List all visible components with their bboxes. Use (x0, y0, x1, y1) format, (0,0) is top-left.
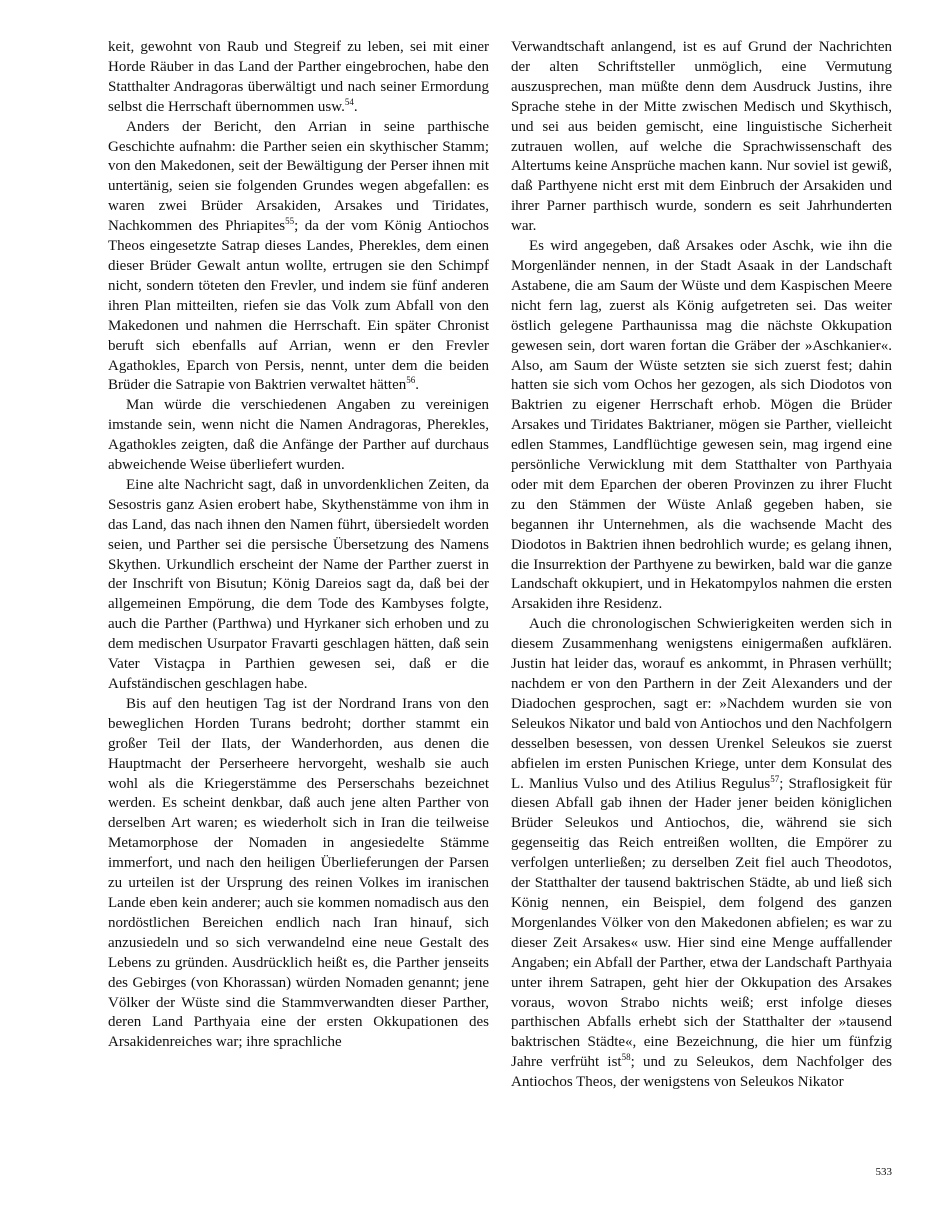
paragraph-text: Man würde die verschiedenen Angaben zu vereinigen imstande sein, wenn nicht die Namen Andragoras, Pherekles, Agathokles zeigten, daß die Anfänge der Parther auf durchaus abweichende Weise überliefert wurden. (108, 397, 489, 474)
paragraph-text: Bis auf den heutigen Tag ist der Nordrand Irans von den beweglichen Horden Turans bedroht; dorther stammt ein großer Teil der Ilats, der Wanderhorden, aus denen die Hauptmacht der Perserheere hervorgeht, weshalb sie auch wohl als die Kriegerstämme des Perserschahs bezeichnet werden. Es scheint denkbar, daß auch jene alten Parther von derselben Art waren; es wiederholt sich in Iran die teilweise Metamorphose der Nomaden in angesiedelte Stämme immerfort, und nach den heiligen Überlieferungen der Parsen zu urteilen ist der Ursprung des reinen Volkes im iranischen Lande eben kein anderer; auch sie kommen nomadisch aus den nordöstlichen Bereichen endlich nach Iran hinauf, sich anzusiedeln und so sich verwandelnd eine neue Gestalt des Lebens zu gründen. Ausdrücklich heißt es, die Parther jenseits des Gebirges (von Khorassan) würden Nomaden genannt; jene Völker der Wüste sind die Stammverwandten dieser Parther, deren Land Parthyaia eine der ersten Okkupationen des Arsakidenreiches war; ihre sprachliche (108, 695, 489, 1051)
paragraph-text: Es wird angegeben, daß Arsakes oder Aschk, wie ihn die Morgenländer nennen, in der Stadt Asaak in der Landschaft Astabene, die am Saum der Wüste und dem Kaspischen Meere nicht fern lag, zuerst als König aufgetreten sei. Das weiter östlich gelegene Parthaunissa mag die nächste Okkupation gewesen sein, dort waren fortan die Gräber der »Aschkanier«. Also, am Saum der Wüste setzten sie sich zuerst fest; dahin hatten sie sich vom Ochos her gezogen, als sich Diodotos von Baktrien zu eigener Herrschaft erhob. Mögen die Brüder Arsakes und Tiridates Baktrianer, mögen sie Parther, vielleicht edlen Stammes, Landflüchtige gewesen sein, mag irgend eine persönliche Verwicklung mit dem Statthalter von Parthyaia oder mit dem Eparchen der oberen Provinzen zu ihrer Flucht zu den Stämmen der Wüste Anlaß gegeben haben, sie begannen ihr Unternehmen, als die wachsende Macht des Diodotos in Baktrien ihnen bedrohlich wurde; es gelang ihnen, die Insurrektion der Parthyene zu bewirken, bald war die ganze Landschaft okkupiert, und in Hekatompylos nahmen die ersten Arsakiden ihre Residenz. (511, 238, 892, 613)
right-text-column (511, 38, 892, 1093)
footnote-marker[interactable]: 54 (344, 96, 354, 107)
paragraph (511, 615, 892, 1093)
paragraph-text: ; Straflosigkeit für diesen Abfall gab ihnen der Hader jener beiden königlichen Brüder Seleukos und Antiochos, die, während sie sich gegenseitig das Reich entreißen wollten, die Empörer zu verfolgen unterließen; zu derselben Zeit fiel auch Theodotos, der Statthalter der tausend baktrischen Städte, ab und ließ sich König nennen, ein Beispiel, dem folgend des ganzen Morgenlandes Völker von den Makedonen abfielen; es war zu dieser Zeit Arsakes« usw. Hier sind eine Menge auffallender Angaben; ein Abfall der Parther, etwa der Landschaft Parthyaia unter ihrem Satrapen, geht hier der Okkupation des Arsakes voraus, wovon Strabo nichts weiß; erst infolge dieses parthischen Abfalls erhebt sich der Statthalter der »tausend baktrischen Städte«, eine Bezeichnung, die hier um fünfzig Jahre verfrüht ist (511, 775, 893, 1071)
footnote-marker[interactable]: 58 (621, 1052, 631, 1063)
paragraph (511, 38, 892, 237)
paragraph-text: Eine alte Nachricht sagt, daß in unvordenklichen Zeiten, da Sesostris ganz Asien erobert habe, Skythenstämme von ihm in das Land, das nach ihnen den Namen führt, übersiedelt worden seien, und Parther sei die persische Übersetzung des Namens Skythen. Urkundlich erscheint der Name der Parther zuerst in der Inschrift von Bisutun; König Dareios sagt da, daß bei der allgemeinen Empörung, die dem Tode des Kambyses folgte, auch die Parther (Parthwa) und Hyrkaner sich erhoben und zu dem medischen Usurpator Fravarti geschlagen hätten, daß sein Vater Vistaçpa in Parthien gewesen sei, daß er die Aufständischen geschlagen habe. (108, 476, 489, 692)
footnote-marker[interactable]: 55 (285, 216, 295, 227)
paragraph (108, 476, 489, 695)
footnote-marker[interactable]: 57 (770, 773, 780, 784)
paragraph-text: ; da der vom König Antiochos Theos eingesetzte Satrap dieses Landes, Pherekles, dem einen dieser Brüder Gewalt antun wollte, ertrugen sie den Schimpf nicht, sondern töteten den Frevler, und indem sie fünf anderen ihren Plan mitteilten, riefen sie das Volk zum Abfall von den Makedonen und nahmen die Herrschaft. Ein später Chronist beruft sich ebenfalls auf Arrian, wenn er den Frevler Agathokles, Eparch von Persis, nennt, unter dem die beiden Brüder die Satrapie von Baktrien verwaltet hätten (108, 218, 489, 394)
paragraph (108, 118, 489, 397)
paragraph-text: Verwandtschaft anlangend, ist es auf Grund der Nachrichten der alten Schriftsteller unmöglich, eine Vermutung auszusprechen, man müßte denn dem Ausdruck Justins, ihre Sprache stehe in der Mitte zwischen Medisch und Skythisch, und sei aus beiden gemischt, eine linguistische Sicherheit zutrauen wollen, auf welche die Sprachwissenschaft des Altertums keine Ansprüche machen kann. Nur soviel ist gewiß, daß Parthyene nicht erst mit dem Einbruch der Arsakiden und ihrer Parner parthisch wurde, sondern es seit Jahrhunderten war. (511, 39, 892, 235)
paragraph-text: Anders der Bericht, den Arrian in seine parthische Geschichte aufnahm: die Parther seien ein skythischer Stamm; von den Makedonen, seit der Bewältigung der Perser ihnen mit untertänig, seien sie folgenden Grundes wegen abgefallen: es waren zwei Brüder Arsakiden, Arsakes und Tiridates, Nachkommen des Phriapites (108, 118, 489, 235)
paragraph-text: ; und zu Seleukos, dem Nachfolger des Antiochos Theos, der wenigstens von Seleukos Nikator (511, 1054, 892, 1091)
paragraph (108, 396, 489, 476)
paragraph-text: Auch die chronologischen Schwierigkeiten werden sich in diesem Zusammenhang wenigstens einigermaßen aufklären. Justin hat leider das, worauf es ankommt, in Phrasen verhüllt; nachdem er von den Parthern in der Zeit Alexanders und der Diadochen gesprochen, sagt er: »Nachdem wurden sie von Seleukos Nikator und bald von Antiochos und den Nachfolgern desselben besessen, von dessen Urenkel Seleukos sie zuerst abfielen im ersten Punischen Kriege, unter dem Konsulat des L. Manlius Vulso und des Atilius Regulus (511, 616, 892, 792)
paragraph (108, 38, 489, 118)
paragraph-text: . (353, 98, 358, 115)
paragraph (511, 237, 892, 615)
left-text-column (108, 38, 489, 1053)
paragraph (108, 695, 489, 1053)
paragraph-text: . (415, 377, 419, 394)
footnote-marker[interactable]: 56 (406, 375, 416, 386)
page-number: 533 (875, 1166, 892, 1178)
paragraph-text: keit, gewohnt von Raub und Stegreif zu leben, sei mit einer Horde Räuber in das Land der Parther eingebrochen, habe den Statthalter Andragoras überwältigt und nach seiner Ermordung selbst die Herrschaft übernommen usw. (108, 39, 489, 115)
